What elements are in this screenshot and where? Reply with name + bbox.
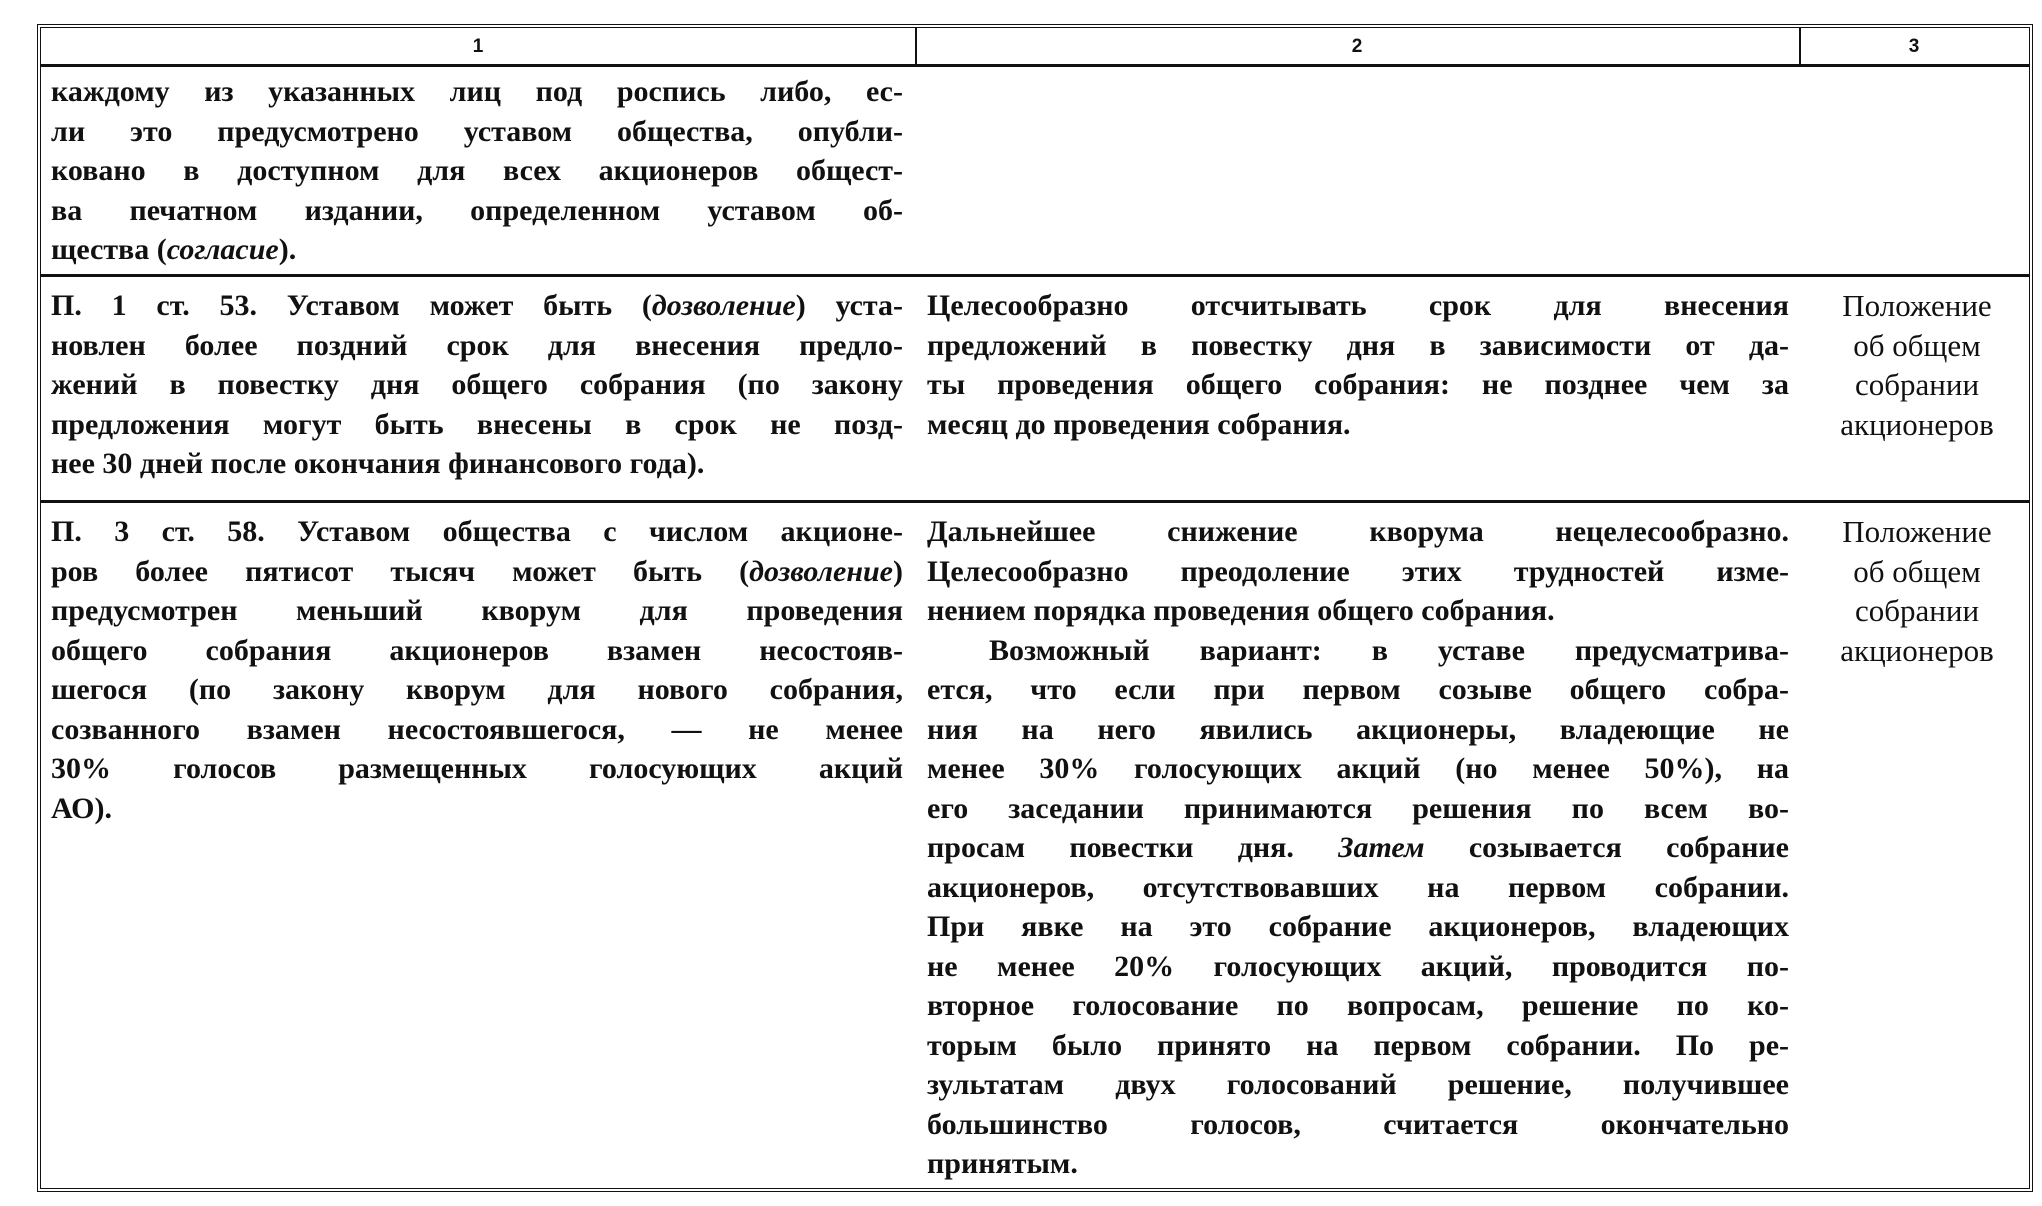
- text-run: Положение: [1842, 514, 1992, 549]
- text-run: его заседании принимаются решения по всем во-: [927, 791, 1789, 825]
- text-run: жений в повестку дня общего собрания (по закону: [51, 368, 903, 401]
- text-line: [927, 670, 1789, 710]
- text-run: Возможный вариант: в уставе предусматрива-: [989, 633, 1789, 667]
- italic-term: Затем: [1338, 831, 1425, 864]
- text-run: ния на него явились акционеры, владеющие не: [927, 712, 1789, 746]
- text-line: [51, 72, 903, 112]
- text-run: Целесообразно отсчитывать срок для внесения: [927, 289, 1789, 322]
- text-run: Уставом общества с числом акционе-: [264, 515, 903, 548]
- text-run: менее 30% голосующих акций (но менее 50%), на: [927, 752, 1789, 785]
- text-run: При явке на это собрание акционеров, владеющих: [927, 910, 1789, 943]
- text-line: [1807, 552, 2027, 592]
- italic-term: согласие: [166, 233, 279, 266]
- row-3-col-3: [1807, 512, 2027, 670]
- text-line: [51, 405, 903, 445]
- text-line: [1807, 365, 2027, 405]
- italic-term: дозволение: [651, 289, 796, 322]
- text-line: [51, 191, 903, 231]
- text-run: акционеров, отсутствовавших на первом собрании.: [927, 870, 1789, 904]
- text-run: ется, что если при первом созыве общего собра-: [927, 673, 1789, 706]
- text-line: [927, 828, 1789, 868]
- row-2-col-1: [51, 286, 903, 484]
- text-line: [1807, 591, 2027, 631]
- text-line: [1807, 631, 2027, 671]
- text-line: [51, 365, 903, 405]
- text-run: предложений в повестку дня в зависимости от да-: [927, 328, 1789, 362]
- article-reference: П. 3 ст. 58.: [51, 515, 265, 548]
- text-line: [51, 326, 903, 366]
- text-run: щества (: [51, 233, 167, 266]
- row-2-col-2: [927, 286, 1789, 444]
- text-run: зультатам двух голосований решение, получившее: [927, 1068, 1789, 1101]
- column-header-1: 1: [472, 36, 484, 57]
- text-run: собрании: [1854, 593, 1980, 628]
- text-line: [51, 112, 903, 152]
- text-line: [51, 591, 903, 631]
- text-line: [927, 907, 1789, 947]
- text-run: Целесообразно преодоление этих трудностей изме-: [927, 554, 1789, 588]
- text-run: об общем: [1853, 327, 1981, 363]
- text-run: месяц до проведения собрания.: [927, 407, 1351, 441]
- text-line: [927, 552, 1789, 592]
- text-line: [51, 710, 903, 750]
- text-line: [927, 365, 1789, 405]
- text-line: [927, 1026, 1789, 1066]
- text-run: собрании: [1854, 367, 1980, 402]
- text-run: нением порядка проведения общего собрания.: [927, 594, 1555, 627]
- text-line: [927, 710, 1789, 750]
- text-run: 30% голосов размещенных голосующих акций: [51, 752, 903, 785]
- text-line: [51, 552, 903, 592]
- italic-term: дозволение: [749, 554, 893, 588]
- text-run: не менее 20% голосующих акций, проводится по-: [927, 949, 1789, 983]
- text-line: [51, 670, 903, 710]
- text-line: [927, 749, 1789, 789]
- text-run: Уставом может быть (: [256, 289, 652, 322]
- article-reference: П. 1 ст. 53.: [51, 289, 257, 322]
- text-line: [927, 286, 1789, 326]
- row-1-col-1: [51, 72, 903, 270]
- column-divider: [915, 28, 917, 64]
- legal-table: [37, 24, 2033, 1192]
- text-run: общего собрания акционеров взамен несостояв-: [51, 633, 903, 667]
- text-line: [927, 789, 1789, 829]
- text-run: нее 30 дней после окончания финансового года).: [51, 447, 705, 480]
- text-run: ).: [278, 233, 297, 266]
- text-line: [1807, 286, 2027, 326]
- text-line: [927, 1144, 1789, 1184]
- text-line: [51, 749, 903, 789]
- text-run: ров более пятисот тысяч может быть (: [51, 554, 750, 588]
- text-run: просам повестки дня.: [927, 831, 1339, 864]
- row-3-col-2: [927, 512, 1789, 1184]
- text-line: [927, 405, 1789, 445]
- text-line: [51, 444, 903, 484]
- text-run: акционеров: [1840, 632, 1994, 668]
- column-header-2: 2: [1351, 36, 1363, 57]
- text-line: [51, 286, 903, 326]
- text-run: об общем: [1853, 553, 1981, 589]
- text-line: [927, 326, 1789, 366]
- text-run: ковано в доступном для всех акционеров общест-: [51, 154, 903, 187]
- text-line: [927, 591, 1789, 631]
- text-run: Дальнейшее снижение кворума нецелесообразно.: [927, 515, 1789, 548]
- header-divider: [41, 64, 2029, 67]
- text-line: [51, 230, 903, 270]
- text-line: [51, 631, 903, 671]
- text-run: шегося (по закону кворум для нового собрания,: [51, 673, 903, 706]
- text-run: АО).: [51, 791, 112, 825]
- text-run: созывается собрание: [1424, 831, 1789, 864]
- text-run: ) уста-: [795, 289, 903, 322]
- text-run: торым было принято на первом собрании. По ре-: [927, 1028, 1789, 1062]
- column-header-3: 3: [1908, 36, 1920, 57]
- text-run: акционеров: [1840, 406, 1994, 442]
- text-line: [927, 512, 1789, 552]
- row-3-col-1: [51, 512, 903, 828]
- row-divider: [41, 274, 2029, 277]
- text-line: [51, 789, 903, 829]
- text-line: [1807, 512, 2027, 552]
- text-line: [927, 868, 1789, 908]
- text-line: [927, 1105, 1789, 1145]
- text-run: новлен более поздний срок для внесения предло-: [51, 328, 903, 362]
- text-run: каждому из указанных лиц под роспись либо, ес-: [51, 75, 903, 108]
- text-run: созванного взамен несостоявшегося, — не менее: [51, 712, 903, 746]
- text-line: [51, 512, 903, 552]
- text-run: предусмотрен меньший кворум для проведения: [51, 594, 903, 627]
- text-line: [927, 947, 1789, 987]
- row-2-col-3: [1807, 286, 2027, 444]
- text-run: большинство голосов, считается окончательно: [927, 1107, 1789, 1141]
- text-run: ва печатном издании, определенном уставом об-: [51, 193, 903, 227]
- text-line: [927, 1065, 1789, 1105]
- text-run: ): [893, 554, 903, 588]
- text-line: [1807, 326, 2027, 366]
- text-line: [927, 986, 1789, 1026]
- text-run: Положение: [1842, 288, 1992, 323]
- text-run: ли это предусмотрено уставом общества, опубли-: [51, 114, 903, 148]
- text-run: ты проведения общего собрания: не позднее чем за: [927, 368, 1789, 401]
- text-line: [927, 631, 1789, 671]
- text-line: [1807, 405, 2027, 445]
- text-run: вторное голосование по вопросам, решение по ко-: [927, 989, 1789, 1022]
- text-run: предложения могут быть внесены в срок не позд-: [51, 407, 903, 441]
- row-divider: [41, 500, 2029, 503]
- column-divider: [1799, 28, 1801, 64]
- text-line: [51, 151, 903, 191]
- text-run: принятым.: [927, 1147, 1078, 1180]
